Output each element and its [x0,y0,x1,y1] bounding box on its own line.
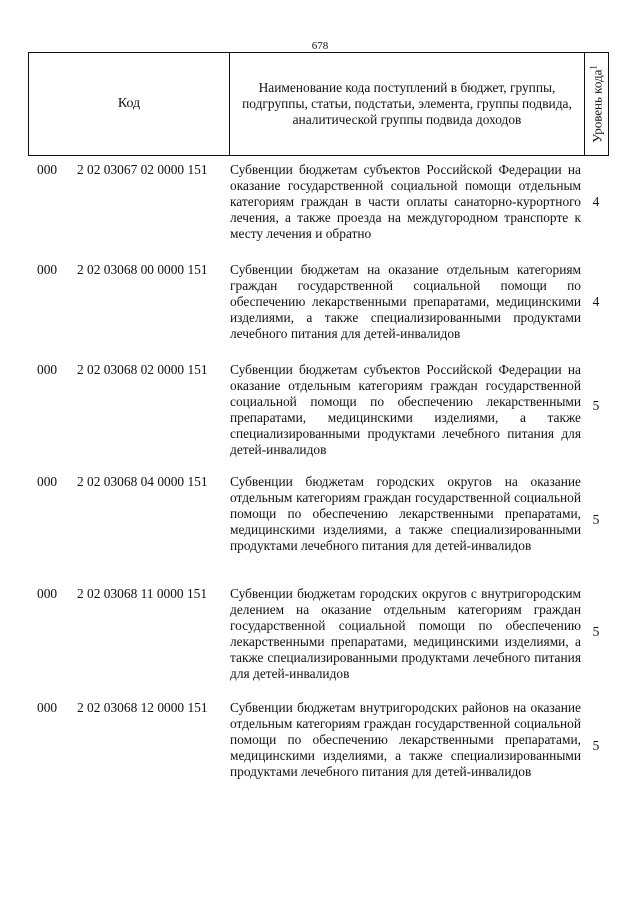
revenue-code: 2 02 03068 00 0000 151 [77,262,208,277]
revenue-code: 2 02 03068 04 0000 151 [77,474,208,489]
revenue-name: Субвенции бюджетам городских округов с внутригородским делением на оказание отдельным категориям граждан государственной социальной помощи по обеспечению лекарственными препаратами, медицинскими изделиями, а также специализированными продуктами лечебного питания для детей-инвалидов [230,586,581,681]
code-level: 4 [592,194,600,209]
revenue-name: Субвенции бюджетам внутригородских районов на оказание отдельным категориям граждан государственной социальной помощи по обеспечению лекарственными препаратами, медицинскими изделиями, а также специализированными продуктами лечебного питания для детей-инвалидов [230,700,581,779]
header-level [586,53,608,155]
code-level: 5 [592,738,600,753]
header-level-footnote: 1 [588,65,599,70]
code-level: 5 [592,512,600,527]
revenue-code: 2 02 03068 02 0000 151 [77,362,208,377]
code-level: 4 [592,294,600,309]
revenue-name: Субвенции бюджетам субъектов Российской Федерации на оказание государственной социальной помощи отдельным категориям граждан в части оплаты санаторно-курортного лечения, а также проезда на междугородном транспорте к месту лечения и обратно [230,162,581,241]
revenue-code: 2 02 03067 02 0000 151 [77,162,208,177]
revenue-name: Субвенции бюджетам субъектов Российской Федерации на оказание отдельным категориям граждан государственной социальной помощи по обеспечению лекарственными препаратами, медицинскими изделиями, а также специализированными продуктами лечебного питания для детей-инвалидов [230,362,581,457]
revenue-code: 2 02 03068 11 0000 151 [77,586,208,601]
revenue-name: Субвенции бюджетам на оказание отдельным категориям граждан государственной социальной помощи по обеспечению лекарственными препаратами, медицинскими изделиями, а также специализированными продуктами лечебного питания для детей-инвалидов [230,262,581,341]
code-level: 5 [592,398,600,413]
header-name: Наименование кода поступлений в бюджет, группы, подгруппы, статьи, подстатьи, элемента, группы подвида, аналитической группы подвида доходов [230,53,585,155]
table-header [28,52,609,156]
admin-code: 000 [37,474,58,489]
admin-code: 000 [37,700,58,715]
code-level: 5 [592,624,600,639]
header-code: Код [29,53,230,155]
revenue-code: 2 02 03068 12 0000 151 [77,700,208,715]
admin-code: 000 [37,162,58,177]
admin-code: 000 [37,362,58,377]
page-number: 678 [311,40,329,52]
admin-code: 000 [37,262,58,277]
header-level-label: Уровень кода [589,69,605,143]
revenue-name: Субвенции бюджетам городских округов на оказание отдельным категориям граждан государственной социальной помощи по обеспечению лекарственными препаратами, медицинскими изделиями, а также специализированными продуктами лечебного питания для детей-инвалидов [230,474,581,553]
admin-code: 000 [37,586,58,601]
header-level-text [588,65,605,143]
